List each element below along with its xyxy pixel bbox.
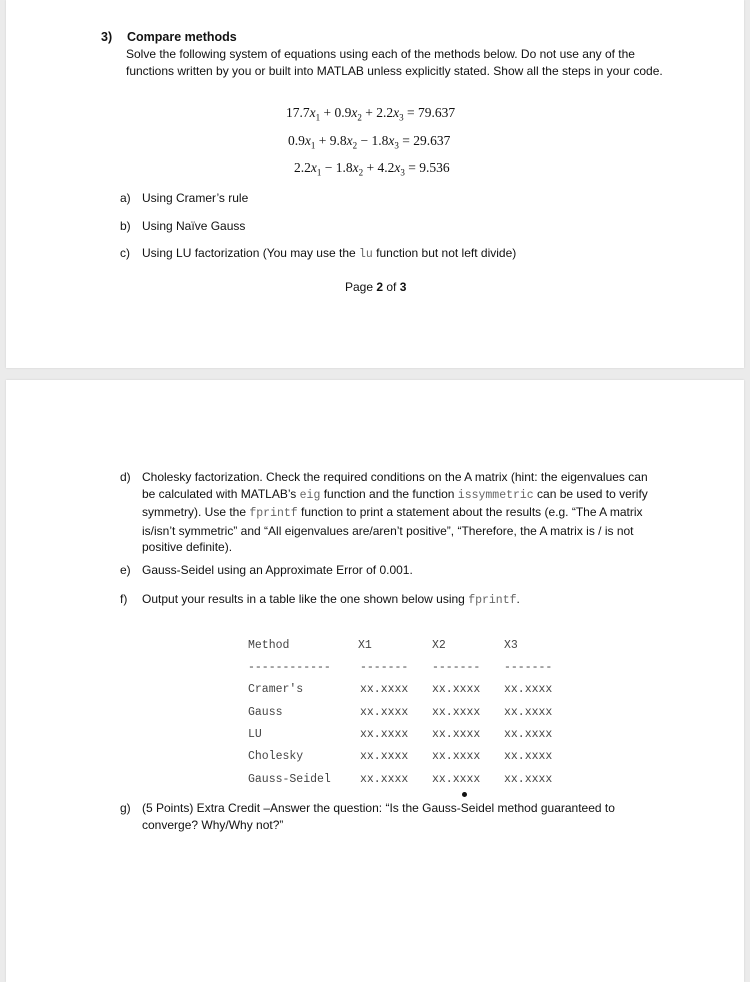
- list-item: b) Using Naïve Gauss: [120, 219, 246, 233]
- table-cell: xx.xxxx: [504, 750, 553, 763]
- table-separator: -------: [432, 661, 481, 674]
- table-cell: Cholesky: [248, 750, 304, 763]
- section-heading: Compare methods: [127, 30, 237, 44]
- table-cell: xx.xxxx: [504, 683, 553, 696]
- table-separator: -------: [360, 661, 409, 674]
- list-item: c) Using LU factorization (You may use the lu function but not left divide): [120, 246, 517, 261]
- inline-code: fprintf: [468, 594, 517, 607]
- table-header-cell: X2: [432, 639, 446, 652]
- table-cell: xx.xxxx: [360, 728, 409, 741]
- list-item: d) Cholesky factorization. Check the required conditions on the A matrix (hint: the eigenvalues can be calculated with MATLAB’s eig function and the function issymmetric can be used to verify symmetry). Use the fprintf function to print a statement about the results (e.g. “The A matrix is/isn’t symmetric” and “All eigenvalues are/aren’t positive”, “Therefore, the A matrix is / is not positive definite).: [120, 470, 648, 554]
- table-cell: Gauss-Seidel: [248, 773, 331, 786]
- document-page-2: [6, 380, 744, 982]
- table-cell: xx.xxxx: [360, 750, 409, 763]
- table-cell: Gauss: [248, 706, 283, 719]
- table-cell: xx.xxxx: [360, 706, 409, 719]
- inline-code: fprintf: [249, 507, 298, 520]
- table-cell: xx.xxxx: [504, 706, 553, 719]
- table-cell: xx.xxxx: [360, 773, 409, 786]
- table-cell: xx.xxxx: [504, 728, 553, 741]
- inline-code: issymmetric: [457, 488, 534, 502]
- table-cell: xx.xxxx: [432, 773, 481, 786]
- table-header-cell: X3: [504, 639, 518, 652]
- inline-code: lu: [359, 248, 373, 261]
- table-cell: xx.xxxx: [432, 706, 481, 719]
- document-page-1: [6, 0, 744, 368]
- list-item: f) Output your results in a table like the one shown below using fprintf.: [120, 592, 520, 607]
- equation-row: $2.2x_1 - 1.8x_2 + 4.2x_3 = 9.536$: [294, 160, 450, 178]
- table-cell: xx.xxxx: [432, 683, 481, 696]
- equation-row: $17.7x_1 + 0.9x_2 + 2.2x_3 = 79.637$: [286, 105, 456, 123]
- inline-code: eig: [299, 488, 321, 502]
- table-cell: xx.xxxx: [432, 728, 481, 741]
- list-item: g) (5 Points) Extra Credit –Answer the question: “Is the Gauss-Seidel method guaranteed to converge? Why/Why not?”: [120, 801, 615, 832]
- table-header-cell: X1: [358, 639, 372, 652]
- list-item: a) Using Cramer’s rule: [120, 191, 249, 205]
- table-cell: xx.xxxx: [504, 773, 553, 786]
- table-separator: -------: [504, 661, 553, 674]
- table-cell: Cramer's: [248, 683, 304, 696]
- table-cell: xx.xxxx: [432, 750, 481, 763]
- equation-row: $0.9x_1 + 9.8x_2 - 1.8x_3 = 29.637$: [288, 133, 451, 151]
- table-header-cell: Method: [248, 639, 290, 652]
- table-cell: xx.xxxx: [360, 683, 409, 696]
- table-cell: LU: [248, 728, 262, 741]
- page-footer: Page 2 of 3: [345, 280, 407, 294]
- bullet-dot: [462, 792, 467, 797]
- table-separator: ------------: [248, 661, 331, 674]
- section-number: 3): [101, 30, 113, 44]
- intro-paragraph: Solve the following system of equations using each of the methods below. Do not use any of the functions written by you or built into MATLAB unless explicitly stated. Show all the steps in your code.: [126, 47, 663, 78]
- list-item: e) Gauss-Seidel using an Approximate Error of 0.001.: [120, 563, 413, 577]
